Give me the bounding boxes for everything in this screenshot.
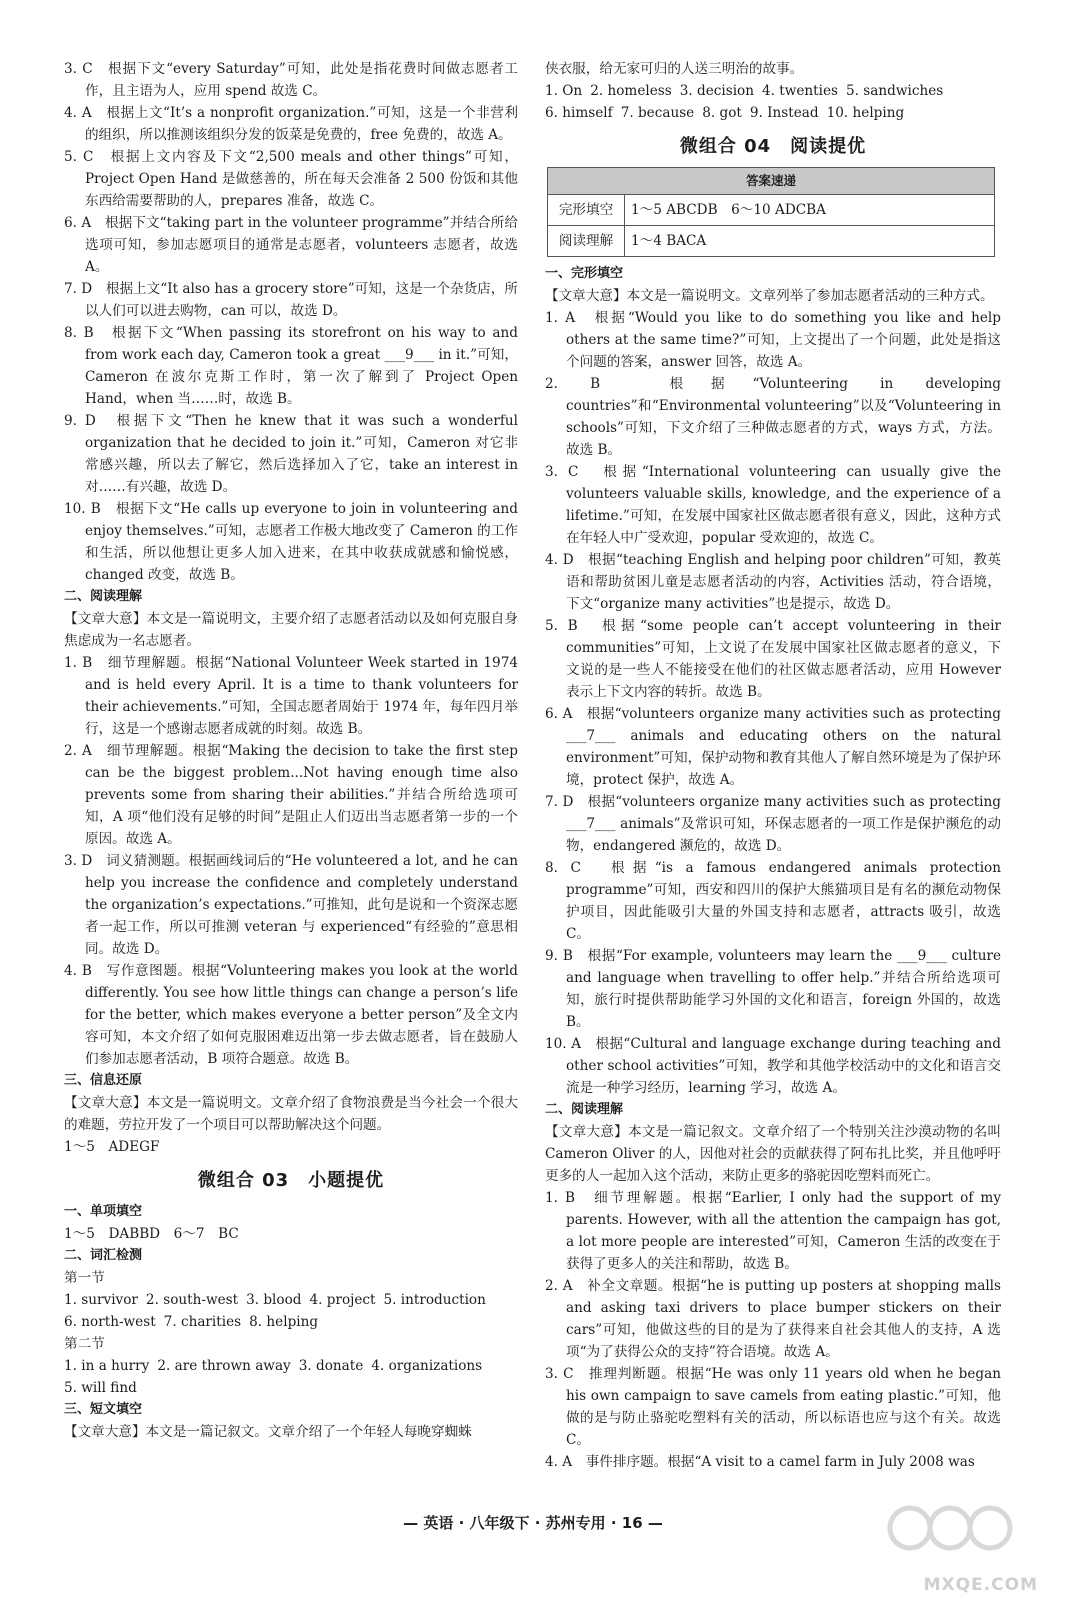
word-answer-row bbox=[64, 1311, 518, 1333]
word-answer: 2. are thrown away bbox=[157, 1358, 291, 1374]
reading-answers bbox=[545, 1187, 1001, 1473]
passage-summary: 【文章大意】本文是一篇记叙文。文章介绍了一个年轻人每晚穿蜘蛛 bbox=[64, 1424, 472, 1440]
word-answer: 3. blood bbox=[246, 1292, 302, 1308]
section-heading-cloze: 一、完形填空 bbox=[545, 266, 624, 281]
answer-item: 8. C 根据“is a famous endangered animals protection programme”可知，西安和四川的保护大熊猫项目是有名的濒危动物保护项目，因此能吸引大量的外国支持和志愿者，attracts 吸引，故选 C。 bbox=[545, 860, 1001, 942]
watermark-logo-icon bbox=[886, 1496, 1014, 1560]
word-answer: 4. organizations bbox=[371, 1358, 483, 1374]
word-answer: 3. donate bbox=[298, 1358, 364, 1374]
table-header: 答案速递 bbox=[548, 168, 995, 195]
passage-summary: 【文章大意】本文是一篇说明文。文章列举了参加志愿者活动的三种方式。 bbox=[545, 288, 994, 304]
answer-item: 1. B 细节理解题。根据“National Volunteer Week started in 1974 and is held every April. It is a time to thank volunteers for their achievements.”可知，全国志愿者周始于 1974 年，每年四月举行，这是一个感谢志愿者成就的时刻。故选 B。 bbox=[64, 655, 518, 737]
right-column bbox=[545, 58, 1001, 1473]
word-answer: 1. survivor bbox=[64, 1292, 138, 1308]
answer-item: 5. C 根据上文内容及下文“2,500 meals and other things”可知，Project Open Hand 是做慈善的，所在每天会准备 2 500 份饭和其他东西给需要帮助的人，prepares 准备，故选 C。 bbox=[64, 149, 518, 209]
answer-item: 1. A 根据“Would you like to do something you like and help others at the same time?”可知，上文提出了一个问题，此处是指这个问题的答案，answer 回答，故选 A。 bbox=[545, 310, 1001, 370]
section-heading-reading: 二、阅读理解 bbox=[545, 1102, 624, 1117]
word-answer: 9. Instead bbox=[749, 105, 819, 121]
word-answer-row bbox=[545, 102, 1001, 124]
answer-quick-table bbox=[547, 167, 995, 257]
word-answer-row bbox=[545, 80, 1001, 102]
section-heading-info-restore: 三、信息还原 bbox=[64, 1073, 143, 1088]
word-answer-row bbox=[64, 1289, 518, 1311]
passage-summary: 【文章大意】本文是一篇说明文。文章介绍了食物浪费是当今社会一个很大的难题，劳拉开发了一个项目可以帮助解决这个问题。 bbox=[64, 1095, 518, 1133]
answer-item: 3. C 根据“International volunteering can usually give the volunteers valuable skills, knowledge, and the experience of a lifetime.”可知，在发展中国家社区做志愿者很有意义，因此，这种方式在年轻人中广受欢迎，popular 受欢迎的，故选 C。 bbox=[545, 464, 1001, 546]
subsection-label: 第二节 bbox=[64, 1336, 105, 1352]
answer-item: 3. C 推理判断题。根据“He was only 11 years old when he began his own campaign to save camels from eating plastic.”可知，他做的是与防止骆驼吃塑料有关的活动，所以标语也应与这个有关。故选 C。 bbox=[545, 1366, 1001, 1448]
answer-item: 4. A 根据上文“It’s a nonprofit organization.”可知，这是一个非营利的组织，所以推测该组织分发的饭菜是免费的，free 免费的，故选 A。 bbox=[64, 105, 518, 143]
answer-item: 7. D 根据上文“It also has a grocery store”可知，这是一个杂货店，所以人们可以进去购物，can 可以，故选 D。 bbox=[64, 281, 518, 319]
table-cell: 1～4 BACA bbox=[625, 226, 995, 257]
section-heading-passage-fill: 三、短文填空 bbox=[64, 1402, 143, 1417]
word-answer: 1. On bbox=[545, 83, 583, 99]
reading-answers bbox=[64, 652, 518, 1070]
section-heading-single-choice: 一、单项填空 bbox=[64, 1204, 143, 1219]
answer-line: 1～5 ADEGF bbox=[64, 1139, 160, 1155]
answer-item: 3. D 词义猜测题。根据画线词后的“He volunteered a lot, and he can help you increase the confidence and completely understand the organization’s expectations.”可推知，此句是说和一个资深志愿者一起工作，所以可推测 veteran 与 experienced“有经验的”意思相同。故选 D。 bbox=[64, 853, 518, 957]
table-cell: 1～5 ABCDB 6～10 ADCBA bbox=[625, 195, 995, 226]
answer-item: 10. A 根据“Cultural and language exchange during teaching and other school activities”可知，教学和其他学校活动中的文化和语言交流是一种学习经历，learning 学习，故选 A。 bbox=[545, 1036, 1001, 1096]
word-answer: 7. charities bbox=[163, 1314, 242, 1330]
word-answer: 4. project bbox=[309, 1292, 376, 1308]
group-title-04: 微组合 04 阅读提优 bbox=[679, 136, 867, 157]
word-answer: 2. homeless bbox=[590, 83, 672, 99]
answer-line: 1～5 DABBD 6～7 BC bbox=[64, 1226, 239, 1242]
page-footer: — 英语 · 八年级下 · 苏州专用 · 16 — bbox=[403, 1514, 663, 1532]
word-answer: 8. got bbox=[702, 105, 742, 121]
answer-item: 6. A 根据下文“taking part in the volunteer programme”并结合所给选项可知，参加志愿项目的通常是志愿者，volunteers 志愿者，故选 A。 bbox=[64, 215, 518, 275]
answer-item: 4. D 根据“teaching English and helping poor children”可知，教英语和帮助贫困儿童是志愿者活动的内容，Activities 活动，符合语境，下文“organize many activities”也是提示，故选 D。 bbox=[545, 552, 1001, 612]
answer-item: 4. A 事件排序题。根据“A visit to a camel farm in July 2008 was bbox=[545, 1454, 975, 1470]
answer-item: 6. A 根据“volunteers organize many activities such as protecting ___7___ animals and educating others on the natural environment”可知，保护动物和教育其他人了解自然环境是为了保护环境，protect 保护，故选 A。 bbox=[545, 706, 1001, 788]
word-answer: 5. will find bbox=[64, 1380, 137, 1396]
word-answer: 7. because bbox=[620, 105, 695, 121]
word-answer: 8. helping bbox=[249, 1314, 319, 1330]
passage-summary: 【文章大意】本文是一篇说明文，主要介绍了志愿者活动以及如何克服自身焦虑成为一名志愿者。 bbox=[64, 611, 518, 649]
word-answer: 3. decision bbox=[679, 83, 754, 99]
word-answer: 4. twenties bbox=[761, 83, 839, 99]
word-answer: 10. helping bbox=[826, 105, 905, 121]
left-column bbox=[64, 58, 518, 1443]
answer-item: 5. B 根据“some people can’t accept volunteering in their communities”可知，上文说了在发展中国家社区做志愿者的意义，下文说的是一些人不能接受在他们的社区做志愿者活动，应用 However 表示上下文内容的转折。故选 B。 bbox=[545, 618, 1001, 700]
section-heading-vocabulary: 二、词汇检测 bbox=[64, 1248, 143, 1263]
answer-item: 2. B 根据“Volunteering in developing countries”和“Environmental volunteering”以及“Volunteering in schools”可知，下文介绍了三种做志愿者的方式，ways 方式，方法。故选 B。 bbox=[545, 376, 1001, 458]
table-cell: 阅读理解 bbox=[548, 226, 625, 257]
word-answer: 1. in a hurry bbox=[64, 1358, 150, 1374]
section-heading-reading: 二、阅读理解 bbox=[64, 589, 143, 604]
word-answer-row bbox=[64, 1377, 518, 1399]
table-row bbox=[548, 226, 995, 257]
table-cell: 完形填空 bbox=[548, 195, 625, 226]
word-answer: 5. introduction bbox=[383, 1292, 486, 1308]
word-answer: 6. himself bbox=[545, 105, 613, 121]
word-answer: 5. sandwiches bbox=[846, 83, 944, 99]
watermark-text: MXQE.COM bbox=[923, 1575, 1038, 1595]
passage-summary-continued: 侠衣服，给无家可归的人送三明治的故事。 bbox=[545, 61, 804, 77]
group-title-03: 微组合 03 小题提优 bbox=[197, 1170, 385, 1191]
answer-item: 8. B 根据下文“When passing its storefront on his way to and from work each day, Cameron took a great ___9___ in it.”可知，Cameron 在波尔克斯工作时，第一次了解到了 Project Open Hand，when 当……时，故选 B。 bbox=[64, 325, 518, 407]
table-row bbox=[548, 195, 995, 226]
word-answer: 2. south-west bbox=[145, 1292, 239, 1308]
answer-item: 10. B 根据下文“He calls up everyone to join in volunteering and enjoy themselves.”可知，志愿者工作极大地改变了 Cameron 的工作和生活，所以他想让更多人加入进来，在其中收获成就感和愉悦感，changed 改变，故选 B。 bbox=[64, 501, 518, 583]
word-answer: 6. north-west bbox=[64, 1314, 156, 1330]
answer-item: 3. C 根据下文“every Saturday”可知，此处是指花费时间做志愿者工作，且主语为人，应用 spend 故选 C。 bbox=[64, 61, 518, 99]
answer-item: 1. B 细节理解题。根据“Earlier, I only had the support of my parents. However, with all the attention the campaign has got, a lot more people are interested”可知，Cameron 生活的改变在于获得了更多人的关注和帮助，故选 B。 bbox=[545, 1190, 1001, 1272]
answer-item: 2. A 细节理解题。根据“Making the decision to take the first step can be the biggest problem...Not having enough time also prevents some from sharing their abilities.”并结合所给选项可知，A 项“他们没有足够的时间”是阻止人们迈出当志愿者第一步的一个原因。故选 A。 bbox=[64, 743, 518, 847]
answer-item: 9. D 根据下文“Then he knew that it was such a wonderful organization that he decided to join it.”可知，Cameron 对它非常感兴趣，所以去了解它，然后选择加入了它，take an interest in 对……有兴趣，故选 D。 bbox=[64, 413, 518, 495]
word-answer-row bbox=[64, 1355, 518, 1377]
cloze-answers bbox=[545, 307, 1001, 1099]
answer-item: 9. B 根据“For example, volunteers may learn the ___9___ culture and language when travelling to offer help.”并结合所给选项可知，旅行时提供帮助能学习外国的文化和语言，foreign 外国的，故选 B。 bbox=[545, 948, 1001, 1030]
cloze-answers-part1 bbox=[64, 58, 518, 586]
answer-item: 4. B 写作意图题。根据“Volunteering makes you look at the world differently. You see how little things can change a person’s life for the better, which makes everyone a better person”及全文内容可知，本文介绍了如何克服困难迈出第一步去做志愿者，旨在鼓励人们参加志愿者活动，B 项符合题意。故选 B。 bbox=[64, 963, 518, 1067]
answer-item: 7. D 根据“volunteers organize many activities such as protecting ___7___ animals”及常识可知，环保志愿者的一项工作是保护濒危的动物，endangered 濒危的，故选 D。 bbox=[545, 794, 1001, 854]
answer-item: 2. A 补全文章题。根据“he is putting up posters at shopping malls and asking taxi drivers to place bumper stickers on their cars”可知，他做这些的目的是为了获得来自社会其他人的支持，A 选项“为了获得公众的支持”符合语境。故选 A。 bbox=[545, 1278, 1001, 1360]
subsection-label: 第一节 bbox=[64, 1270, 105, 1286]
passage-summary: 【文章大意】本文是一篇记叙文。文章介绍了一个特别关注沙漠动物的名叫 Cameron Oliver 的人，因他对社会的贡献获得了阿布扎比奖，并且他呼吁更多的人一起加入这个活动，来防止更多的骆驼因吃塑料而死亡。 bbox=[545, 1124, 1001, 1184]
